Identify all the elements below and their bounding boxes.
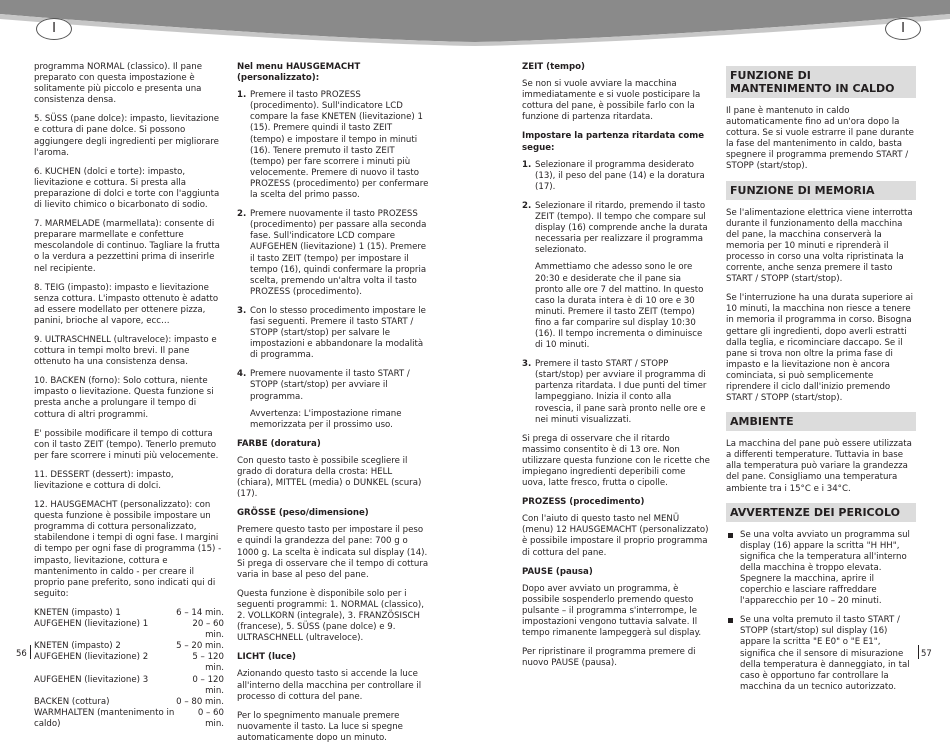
- phase-range: 0 – 80 min.: [176, 696, 224, 707]
- section-heading: Nel menu HAUSGEMACHT (personalizzato):: [237, 62, 361, 84]
- step-text: Selezionare il ritardo, premendo il tasto ZEIT (tempo). Il tempo che compare sul display (16) comprende anche la durata necessaria per realizzare il programma selezionato.: [535, 200, 708, 256]
- list-item: [522, 160, 711, 193]
- phase-range: 5 – 120 min.: [192, 652, 224, 674]
- phase-range: 0 – 120 min.: [192, 674, 224, 696]
- paragraph: Si prega di osservare che il ritardo massimo consentito è di 13 ore. Non utilizzare questa funzione con le ricette che impiegano ingredienti deperibili come uova, latte fresco, frutta o cipolle.: [522, 433, 710, 489]
- paragraph: Se l'alimentazione elettrica viene interrotta durante il funzionamento della macchina del pane, la macchina conserverà la memoria per 10 minuti e riprenderà il processo in corso una volta ripristinata la corrente, anche senza premere il tasto START / STOPP (start/stop).: [726, 207, 913, 285]
- table-row: [34, 641, 224, 652]
- phase-range: 5 – 20 min.: [176, 641, 224, 652]
- paragraph: Per ripristinare il programma premere di nuovo PAUSE (pausa).: [522, 647, 696, 669]
- section-heading: LICHT (luce): [237, 652, 296, 663]
- page-number-divider: [30, 645, 31, 659]
- table-row: [34, 708, 224, 730]
- note: Avvertenza: L'impostazione rimane memorizzata per il prossimo uso.: [250, 408, 402, 430]
- step-text: Premere il tasto PROZESS (procedimento). Sull'indicatore LCD compare la fase KNETEN (lievitazione) 1 (15). Premere quindi il tasto ZEIT (tempo) e impostare il tempo in minuti (16). Tenere premuto il tasto ZEIT (tempo) per fare scorrere i minuti più velocemente. Premere di nuovo il tasto PROZESS (procedimento) per confermare la scelta del primo passo.: [250, 90, 429, 201]
- paragraph-program-6: 6. KUCHEN (dolci e torte): impasto, lievitazione e cottura. Si presta alla preparazione di dolci e torte con l'aggiunta di lievito chimico o bicarbonato di sodio.: [34, 166, 220, 211]
- step-text: Premere nuovamente il tasto PROZESS (procedimento) per passare alla seconda fase. Sull'indicatore LCD compare AUFGEHEN (lievitazione) 1 (15). Premere il tasto ZEIT (tempo) per impostare il tempo (16), quindi confermare la propria scelta, premendo un'altra volta il tasto PROZESS (procedimento).: [250, 209, 427, 297]
- list-item: [237, 306, 429, 361]
- step-number: 1.: [237, 90, 247, 101]
- phase-name: KNETEN (impasto) 2: [34, 641, 121, 652]
- language-badge-right: I: [885, 18, 921, 40]
- step-number: 2.: [237, 209, 247, 220]
- warning-list: [726, 530, 916, 693]
- paragraph: Dopo aver avviato un programma, è possibile sospenderlo premendo questo pulsante – il programma s'interrompe, le impostazioni vengono tuttavia salvate. Il tempo rimanente lampeggerà sul display.: [522, 583, 702, 639]
- list-item: [237, 209, 429, 298]
- page-number-divider: [918, 645, 919, 659]
- column-2: [237, 62, 429, 752]
- phase-name: KNETEN (impasto) 1: [34, 607, 121, 618]
- phase-name: AUFGEHEN (lievitazione) 3: [34, 674, 149, 685]
- paragraph-program-8: 8. TEIG (impasto): impasto e lievitazione senza cottura. L'impasto ottenuto è adatto ad essere modellato per ottenere pizza, panini, brioche al vapore, ecc…: [34, 282, 219, 326]
- step-text: Con lo stesso procedimento impostare le fasi seguenti. Premere il tasto START / STOPP (start/stop) per salvare le impostazioni e abbandonare la modalità di programma.: [250, 305, 426, 361]
- paragraph-program-10: 10. BACKEN (forno): Solo cottura, niente impasto o lievitazione. Questa funzione si presta anche a prolungare il tempo di cottura di altri programmi.: [34, 376, 214, 420]
- section-heading: PROZESS (procedimento): [522, 497, 645, 508]
- column-3: [522, 62, 711, 677]
- section-heading: GRÖSSE (peso/dimensione): [237, 508, 369, 519]
- section-heading: FARBE (doratura): [237, 438, 321, 449]
- column-4: [726, 62, 916, 701]
- paragraph: Con questo tasto è possibile scegliere il grado di doratura della crosta: HELL (chiara), MITTEL (media) o DUNKEL (scura) (17).: [237, 455, 422, 500]
- table-row: [34, 608, 224, 619]
- example: Ammettiamo che adesso sono le ore 20:30 e desiderate che il pane sia pronto alle ore 7 del mattino. In questo caso la durata intera è di 10 ore e 30 minuti. Premere il tasto ZEIT (tempo) fino a far comparire sul display 10:30 (16). Il tempo incrementa o diminuisce di 10 minuti.: [535, 262, 704, 351]
- section-heading-box: FUNZIONE DI MEMORIA: [726, 181, 916, 200]
- subheading: Impostare la partenza ritardata come segue:: [522, 131, 705, 153]
- paragraph: Se l'interruzione ha una durata superiore ai 10 minuti, la macchina non riesce a tenere in memoria il programma in corso. Bisogna gettare gli ingredienti, dopo averli estratti dalla teglia, e ricominciare daccapo. Se il pane si trova non oltre la prima fase di impasto e la lievitazione non è ancora cominciata, si può semplicemente riprendere il ciclo dall'inizio premendo START / STOPP (start/stop).: [726, 293, 913, 404]
- paragraph: Il pane è mantenuto in caldo automaticamente fino ad un'ora dopo la cottura. Se si vuole estrarre il pane durante la fase del mantenimento in caldo, basta spegnere il programma premendo START / STOPP (start/stop).: [726, 106, 914, 172]
- column-1: [34, 62, 224, 730]
- paragraph: E' possibile modificare il tempo di cottura con il tasto ZEIT (tempo). Tenerlo premuto per fare scorrere i minuti più velocemente.: [34, 428, 219, 461]
- paragraph-program-11: 11. DESSERT (dessert): impasto, lievitazione e cottura di dolci.: [34, 469, 174, 491]
- phase-name: BACKEN (cottura): [34, 696, 110, 707]
- list-item: [522, 201, 711, 351]
- phase-time-table: [34, 608, 224, 730]
- steps-list: [237, 90, 429, 431]
- phase-range: 0 – 60 min.: [197, 707, 224, 729]
- language-badge-left: I: [36, 18, 72, 40]
- list-item: [237, 369, 429, 430]
- phase-range: 6 – 14 min.: [176, 607, 224, 618]
- paragraph: Con l'aiuto di questo tasto nel MENÜ (menu) 12 HAUSGEMACHT (personalizzato) è possibile impostare il proprio programma di cottura del pane.: [522, 514, 709, 558]
- step-text: Premere il tasto START / STOPP (start/stop) per avviare il programma di partenza ritardata. I due punti del timer lampeggiano. Inizia il conto alla rovescia, il pane sarà pronto nelle ore e nei minuti visualizzati.: [535, 359, 707, 425]
- page-number-left: 56: [16, 649, 27, 659]
- phase-name: AUFGEHEN (lievitazione) 1: [34, 619, 149, 630]
- phase-name: AUFGEHEN (lievitazione) 2: [34, 652, 149, 663]
- step-text: Selezionare il programma desiderato (13), il peso del pane (14) e la doratura (17).: [535, 159, 705, 192]
- step-text: Premere nuovamente il tasto START / STOPP (start/stop) per avviare il programma.: [250, 369, 410, 402]
- paragraph: Per lo spegnimento manuale premere nuovamente il tasto. La luce si spegne automaticamente dopo un minuto.: [237, 710, 403, 743]
- table-row: [34, 697, 224, 708]
- section-heading: ZEIT (tempo): [522, 62, 585, 72]
- table-row: [34, 619, 224, 641]
- paragraph: La macchina del pane può essere utilizzata a differenti temperature. Tuttavia in base alla temperatura può variare la grandezza del pane. Consigliamo una temperatura ambiente tra i 15°C e i 34°C.: [726, 439, 912, 494]
- step-number: 2.: [522, 200, 532, 211]
- list-item: Se una volta premuto il tasto START / STOPP (start/stop) sul display (16) appare la scritta "E E0" o "E E1", significa che il sensore di misurazione della temperatura è danneggiato, in tal caso è opportuno far controllare la macchina da un tecnico autorizzato.: [726, 615, 916, 693]
- table-row: [34, 652, 224, 674]
- paragraph-program-12: 12. HAUSGEMACHT (personalizzato): con questa funzione è possibile impostare un programma di cottura personalizzato, stabilendone i tempi di ogni fase. I margini di tempo per ogni fase di programma (15) - impasto, lievitazione, cottura e mantenimento in caldo - per creare il proprio pane preferito, sono indicati qui di seguito:: [34, 500, 222, 599]
- paragraph: programma NORMAL (classico). Il pane preparato con questa impostazione è solitamente più piccolo e presenta una consistenza densa.: [34, 62, 203, 106]
- list-item: Se una volta avviato un programma sul display (16) appare la scritta "H HH", significa che la temperatura all'interno della macchina è troppo elevata. Spegnere la macchina, aprire il coperchio e lasciare raffreddare l'apparecchio per 10 – 20 minuti.: [726, 530, 916, 608]
- paragraph: Questa funzione è disponibile solo per i seguenti programmi: 1. NORMAL (classico), 2. VOLLKORN (integrale), 3. FRANZÖSISCH (francese), 5. SÜSS (pane dolce) e 9. ULTRASCHNELL (ultraveloce).: [237, 588, 425, 644]
- paragraph: Premere questo tasto per impostare il peso e quindi la grandezza del pane: 700 g o 1000 g. La scelta è indicata sul display (14). Si prega di osservare che il tempo di cottura varia in base al peso del pane.: [237, 525, 429, 580]
- steps-list: [522, 160, 711, 426]
- section-heading-box: AVVERTENZE DEI PERICOLO: [726, 503, 916, 522]
- page-number-right: 57: [921, 649, 932, 659]
- section-heading-box: AMBIENTE: [726, 412, 916, 431]
- step-number: 4.: [237, 369, 247, 380]
- phase-name: WARMHALTEN (mantenimento in caldo): [34, 707, 175, 729]
- section-heading-box: FUNZIONE DI MANTENIMENTO IN CALDO: [726, 66, 916, 98]
- paragraph-program-5: 5. SÜSS (pane dolce): impasto, lievitazione e cottura di pane dolce. Si possono aggiungere degli ingredienti per migliorare l'aroma.: [34, 114, 220, 158]
- step-number: 3.: [237, 305, 247, 316]
- paragraph-program-9: 9. ULTRASCHNELL (ultraveloce): impasto e cottura in tempi molto brevi. Il pane ottenuto ha una consistenza densa.: [34, 334, 217, 368]
- step-number: 3.: [522, 359, 532, 370]
- list-item: [522, 359, 711, 426]
- paragraph-program-7: 7. MARMELADE (marmellata): consente di preparare marmellate e confetture mescolandole di continuo. Tagliare la frutta o la verdura a pezzettini prima di inserirle nel recipiente.: [34, 219, 220, 274]
- paragraph: Azionando questo tasto si accende la luce all'interno della macchina per controllare il processo di cottura del pane.: [237, 669, 422, 702]
- page-header-swoosh: [0, 0, 950, 60]
- step-number: 1.: [522, 159, 532, 170]
- section-heading: PAUSE (pausa): [522, 566, 593, 577]
- table-row: [34, 675, 224, 697]
- phase-range: 20 – 60 min.: [192, 619, 224, 641]
- list-item: [237, 90, 429, 201]
- paragraph: Se non si vuole avviare la macchina immediatamente e si vuole posticipare la cottura del pane, è possibile farlo con la funzione di partenza ritardata.: [522, 79, 701, 123]
